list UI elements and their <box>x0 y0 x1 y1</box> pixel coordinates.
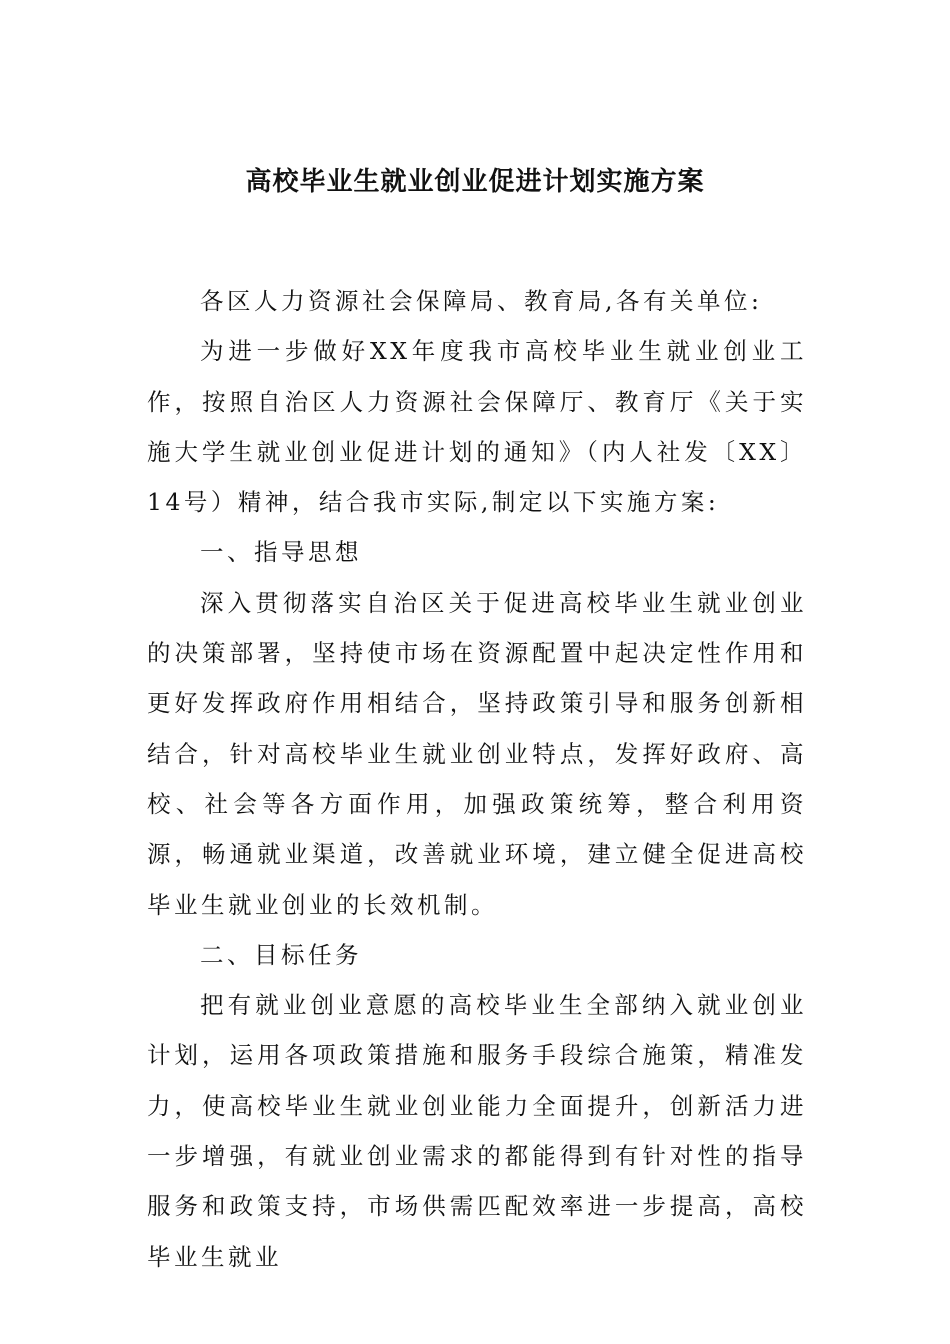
intro-paragraph: 为进一步做好XX年度我市高校毕业生就业创业工作，按照自治区人力资源社会保障厅、教育厅《关于实施大学生就业创业促进计划的通知》（内人社发〔XX〕14号）精神，结合我市实际,制定以下实施方案: <box>147 337 807 517</box>
section-heading-objectives: 二、目标任务 <box>200 940 362 969</box>
document-body <box>147 276 807 1282</box>
section-body-guiding-ideology: 深入贯彻落实自治区关于促进高校毕业生就业创业的决策部署，坚持使市场在资源配置中起决定性作用和更好发挥政府作用相结合，坚持政策引导和服务创新相结合，针对高校毕业生就业创业特点，发挥好政府、高校、社会等各方面作用，加强政策统筹，整合利用资源，畅通就业渠道，改善就业环境，建立健全促进高校毕业生就业创业的长效机制。 <box>147 588 807 919</box>
salutation: 各区人力资源社会保障局、教育局,各有关单位: <box>200 287 763 315</box>
section-body-objectives: 把有就业创业意愿的高校毕业生全部纳入就业创业计划，运用各项政策措施和服务手段综合施策，精准发力，使高校毕业生就业创业能力全面提升，创新活力进一步增强，有就业创业需求的都能得到有针对性的指导服务和政策支持，市场供需匹配效率进一步提高，高校毕业生就业 <box>147 991 807 1271</box>
section-heading-guiding-ideology: 一、指导思想 <box>200 538 362 567</box>
document-title: 高校毕业生就业创业促进计划实施方案 <box>245 167 705 197</box>
